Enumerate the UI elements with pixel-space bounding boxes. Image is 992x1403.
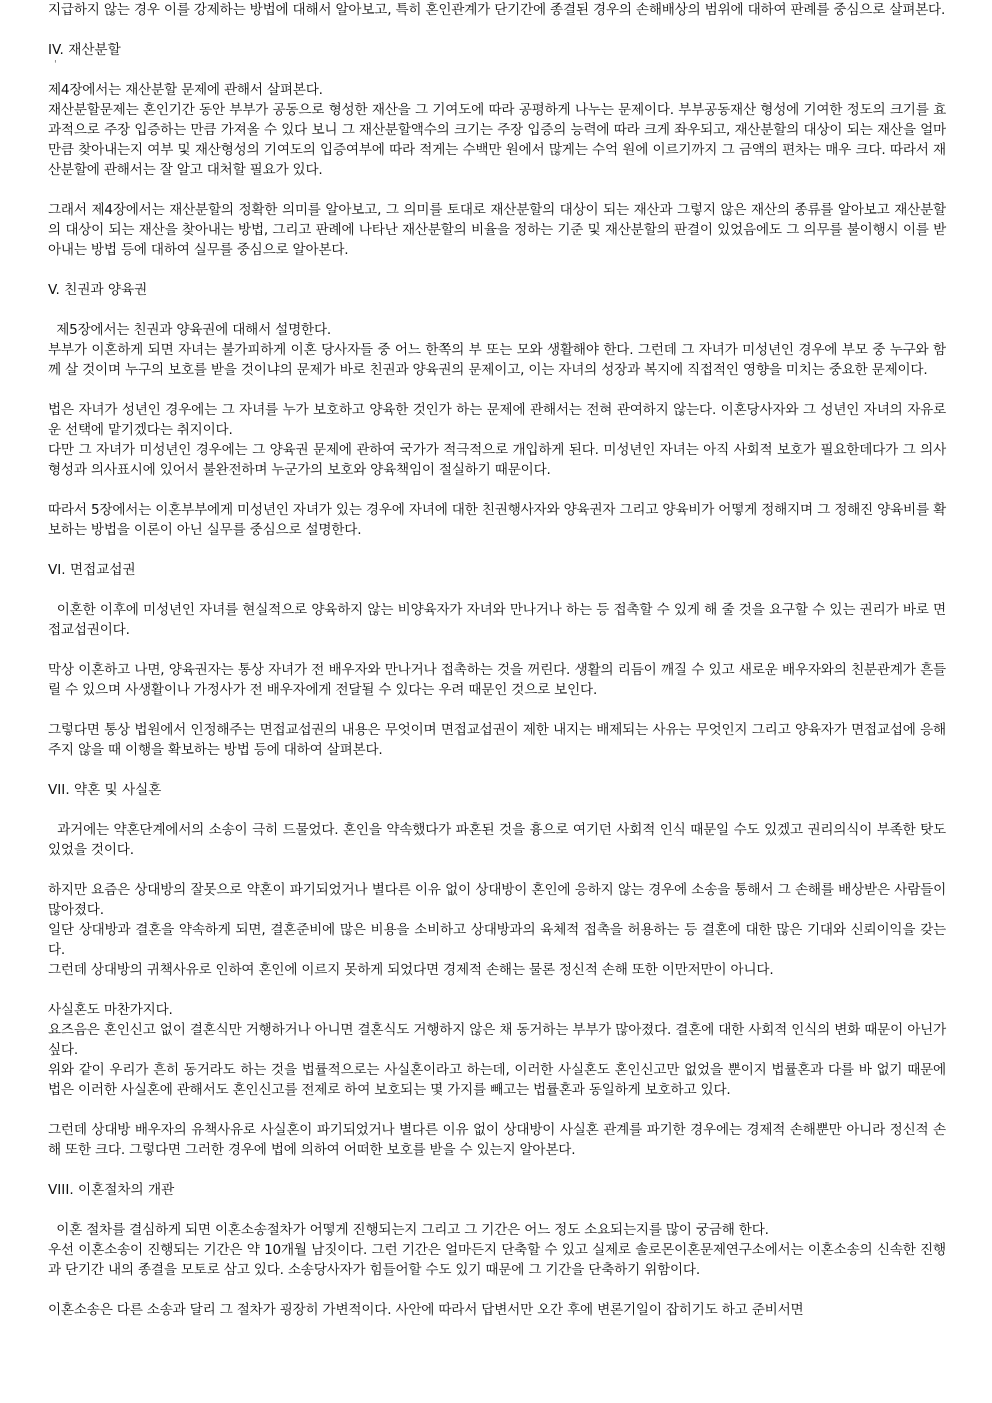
- paragraph-line: 부부가 이혼하게 되면 자녀는 불가피하게 이혼 당사자들 중 어느 한쪽의 부 또는 모와 생활해야 한다. 그런데 그 자녀가 미성년인 경우에 부모 중 누구와 함께 살 것이며 누구의 보호를 받을 것이냐의 문제가 바로 친권과 양육권의 문제이고, 이는 자녀의 성장과 복지에 직접적인 영향을 미치는 중요한 문제이다.: [48, 342, 946, 378]
- section-heading-property-division: IV. 재산분할: [48, 42, 121, 58]
- paragraph-line: 일단 상대방과 결혼을 약속하게 되면, 결혼준비에 많은 비용을 소비하고 상대방과의 육체적 접촉을 허용하는 등 결혼에 대한 많은 기대와 신뢰이익을 갖는다.: [48, 922, 946, 958]
- paragraph-line: 이혼소송은 다른 소송과 달리 그 절차가 굉장히 가변적이다. 사안에 따라서 답변서만 오간 후에 변론기일이 잡히기도 하고 준비서면: [48, 1302, 804, 1318]
- paragraph-line: 위와 같이 우리가 흔히 동거라도 하는 것을 법률적으로는 사실혼이라고 하는데, 이러한 사실혼도 혼인신고만 없었을 뿐이지 법률혼과 다를 바 없기 때문에 법은 이러한 사실혼에 관해서도 혼인신고를 전제로 하여 보호되는 몇 가지를 빼고는 법률혼과 동일하게 보호하고 있다.: [48, 1062, 946, 1098]
- paragraph-line: 그런데 상대방의 귀책사유로 인하여 혼인에 이르지 못하게 되었다면 경제적 손해는 물론 정신적 손해 또한 이만저만이 아니다.: [48, 962, 774, 978]
- paragraph-line: 그런데 상대방 배우자의 유책사유로 사실혼이 파기되었거나 별다른 이유 없이 상대방이 사실혼 관계를 파기한 경우에는 경제적 손해뿐만 아니라 정신적 손해 또한 크다. 그렇다면 그러한 경우에 법에 의하여 어떠한 보호를 받을 수 있는지 알아본다.: [48, 1122, 946, 1158]
- intro-paragraph: 지급하지 않는 경우 이를 강제하는 방법에 대해서 알아보고, 특히 혼인관계가 단기간에 종결된 경우의 손해배상의 범위에 대하여 판례를 중심으로 살펴본다.: [48, 2, 946, 18]
- paragraph-line: 과거에는 약혼단계에서의 소송이 극히 드물었다. 혼인을 약속했다가 파혼된 것을 흉으로 여기던 사회적 인식 때문일 수도 있겠고 권리의식이 부족한 탓도 있었을 것이다.: [48, 822, 951, 858]
- paragraph-line: 막상 이혼하고 나면, 양육권자는 통상 자녀가 전 배우자와 만나거나 접촉하는 것을 꺼린다. 생활의 리듬이 깨질 수 있고 새로운 배우자와의 친분관계가 흔들릴 수 있으며 사생활이나 가정사가 전 배우자에게 전달될 수 있다는 우려 때문인 것으로 보인다.: [48, 662, 946, 698]
- intro-text: [48, 0, 946, 20]
- paragraph-line: 우선 이혼소송이 진행되는 기간은 약 10개월 남짓이다. 그런 기간은 얼마든지 단축할 수 있고 실제로 솔로몬이혼문제연구소에서는 이혼소송의 신속한 진행과 단기간 내의 종결을 모토로 삼고 있다. 소송당사자가 힘들어할 수도 있기 때문에 그 기간을 단축하기 위함이다.: [48, 1242, 946, 1278]
- section-heading-custody: V. 친권과 양육권: [48, 282, 148, 298]
- paragraph-line: 하지만 요즘은 상대방의 잘못으로 약혼이 파기되었거나 별다른 이유 없이 상대방이 혼인에 응하지 않는 경우에 소송을 통해서 그 손해를 배상받은 사람들이 많아졌다.: [48, 882, 946, 918]
- paragraph-line: 제4장에서는 재산분할 문제에 관해서 살펴본다.: [48, 82, 323, 98]
- paragraph-line: 제5장에서는 친권과 양육권에 대해서 설명한다.: [48, 322, 332, 338]
- section-heading-visitation: VI. 면접교섭권: [48, 562, 136, 578]
- stray-mark: ': [54, 59, 57, 70]
- paragraph-line: 재산분할문제는 혼인기간 동안 부부가 공동으로 형성한 재산을 그 기여도에 따라 공평하게 나누는 문제이다. 부부공동재산 형성에 기여한 정도의 크기를 효과적으로 주장 입증하는 만큼 가져올 수 있다 보니 그 재산분할액수의 크기는 주장 입증의 능력에 따라 크게 좌우되고, 재산분할의 대상이 되는 재산을 얼마만큼 찾아내는지 여부 및 재산형성의 기여도의 입증여부에 따라 적게는 수백만 원에서 많게는 수억 원에 이르기까지 그 금액의 편차는 매우 크다. 따라서 재산분할에 관해서는 잘 알고 대처할 필요가 있다.: [48, 102, 946, 178]
- paragraph-line: 그렇다면 통상 법원에서 인정해주는 면접교섭권의 내용은 무엇이며 면접교섭권이 제한 내지는 배제되는 사유는 무엇인지 그리고 양육자가 면접교섭에 응해주지 않을 때 이행을 확보하는 방법 등에 대하여 살펴본다.: [48, 722, 946, 758]
- paragraph-line: 이혼 절차를 결심하게 되면 이혼소송절차가 어떻게 진행되는지 그리고 그 기간은 어느 정도 소요되는지를 많이 궁금해 한다.: [48, 1222, 769, 1238]
- paragraph-line: 사실혼도 마찬가지다.: [48, 1002, 173, 1018]
- section-heading-divorce-procedure: VIII. 이혼절차의 개관: [48, 1182, 175, 1198]
- paragraph-line: 이혼한 이후에 미성년인 자녀를 현실적으로 양육하지 않는 비양육자가 자녀와 만나거나 하는 등 접촉할 수 있게 해 줄 것을 요구할 수 있는 권리가 바로 면접교섭권이다.: [48, 602, 946, 638]
- paragraph-line: 법은 자녀가 성년인 경우에는 그 자녀를 누가 보호하고 양육한 것인가 하는 문제에 관해서는 전혀 관여하지 않는다. 이혼당사자와 그 성년인 자녀의 자유로운 선택에 맡기겠다는 취지이다.: [48, 402, 946, 438]
- paragraph-line: 요즈음은 혼인신고 없이 결혼식만 거행하거나 아니면 결혼식도 거행하지 않은 채 동거하는 부부가 많아졌다. 결혼에 대한 사회적 인식의 변화 때문이 아닌가 싶다.: [48, 1022, 946, 1058]
- section-heading-engagement: VII. 약혼 및 사실혼: [48, 782, 162, 798]
- paragraph-line: 다만 그 자녀가 미성년인 경우에는 그 양육권 문제에 관하여 국가가 적극적으로 개입하게 된다. 미성년인 자녀는 아직 사회적 보호가 필요한데다가 그 의사형성과 의사표시에 있어서 불완전하며 누군가의 보호와 양육책임이 절실하기 때문이다.: [48, 442, 946, 478]
- paragraph-line: 그래서 제4장에서는 재산분할의 정확한 의미를 알아보고, 그 의미를 토대로 재산분할의 대상이 되는 재산과 그렇지 않은 재산의 종류를 알아보고 재산분할의 대상이 되는 재산을 찾아내는 방법, 그리고 판례에 나타난 재산분할의 비율을 정하는 기준 및 재산분할의 판결이 있었음에도 그 의무를 불이행시 이를 받아내는 방법 등에 대하여 실무를 중심으로 알아본다.: [48, 202, 946, 258]
- paragraph-line: 따라서 5장에서는 이혼부부에게 미성년인 자녀가 있는 경우에 자녀에 대한 친권행사자와 양육권자 그리고 양육비가 어떻게 정해지며 그 정해진 양육비를 확보하는 방법을 이론이 아닌 실무를 중심으로 설명한다.: [48, 502, 946, 538]
